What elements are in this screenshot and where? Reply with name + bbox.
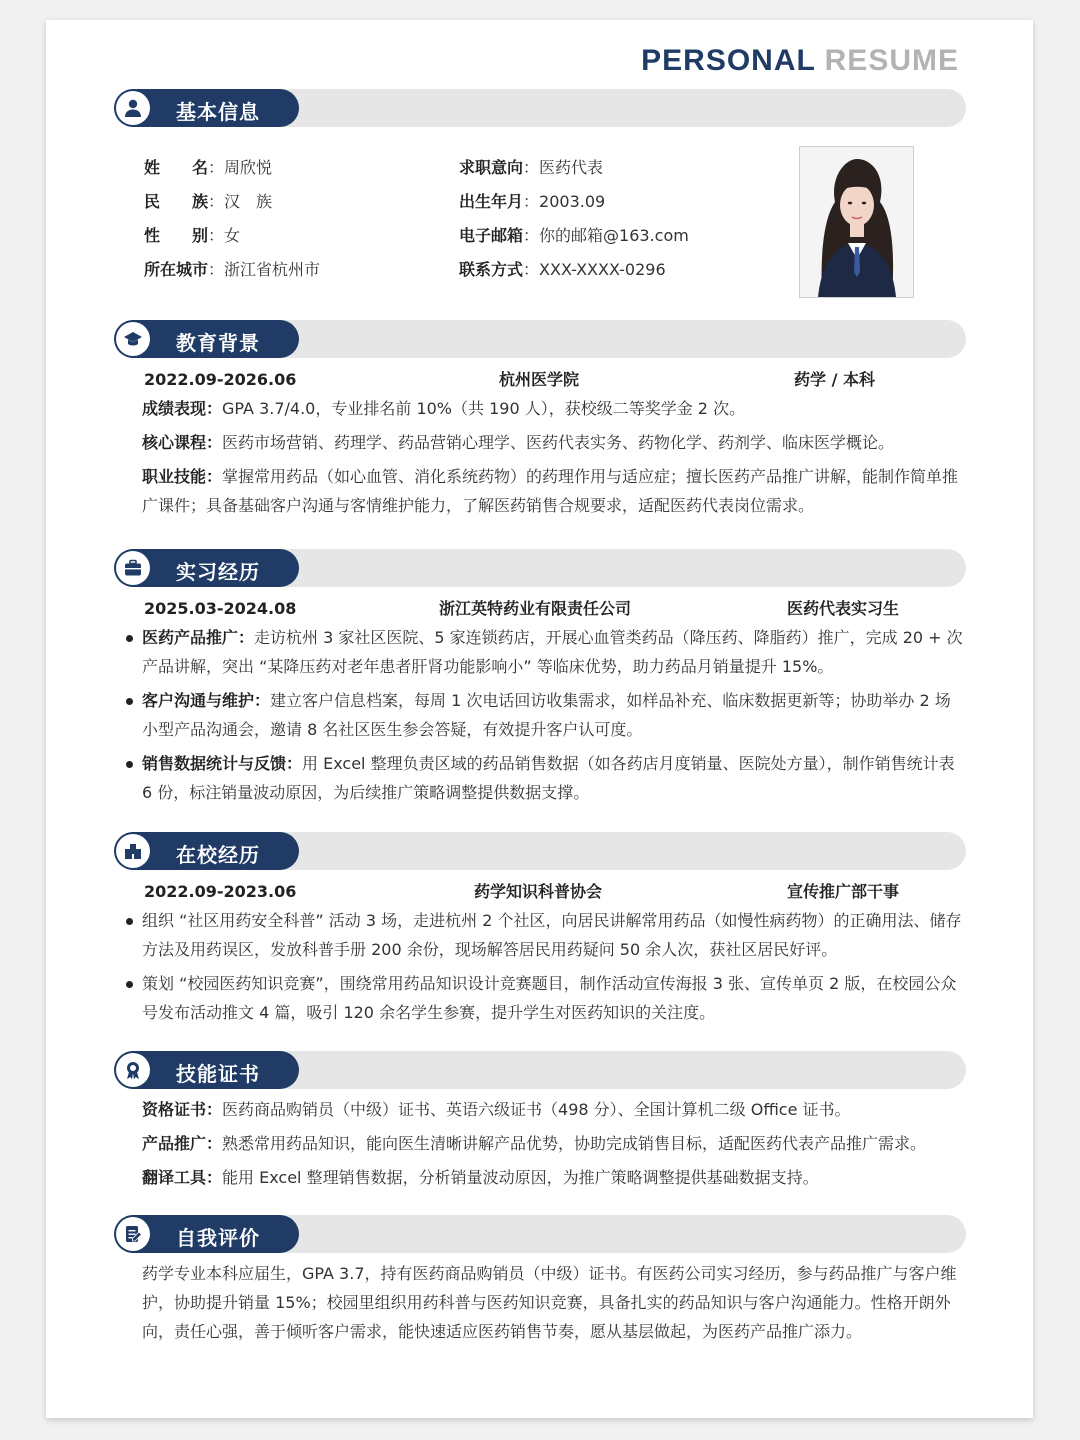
section-title: 在校经历 — [176, 843, 260, 867]
list-item: 医药产品推广：走访杭州 3 家社区医院、5 家连锁药店，开展心血管类药品（降压药、降脂药）推广，完成 20 + 次产品讲解，突出 “某降压药对老年患者肝肾功能影响小” 等临床优势，助力药品月销量提升 15%。 — [94, 623, 966, 681]
skills-section — [114, 1051, 966, 1192]
info-name: 姓 名：周欣悦 — [144, 158, 273, 177]
section-header — [114, 320, 966, 358]
info-job: 求职意向：医药代表 — [459, 158, 604, 177]
internship-header-row: 2025.03-2024.08 浙江英特药业有限责任公司 医药代表实习生 — [144, 599, 900, 618]
list-item: 策划 “校园医药知识竞赛”，围绕常用药品知识设计竞赛题目，制作活动宣传海报 3 张、宣传单页 2 版，在校园公众号发布活动推文 4 篇，吸引 120 余名学生参赛，提升学生对医药知识的关注度。 — [94, 969, 966, 1027]
campus-header-row: 2022.09-2023.06 药学知识科普协会 宣传推广部干事 — [144, 882, 900, 901]
graduation-cap-icon — [116, 322, 150, 356]
edit-document-icon — [116, 1217, 150, 1251]
info-phone: 联系方式：XXX-XXXX-0296 — [459, 260, 666, 279]
section-header — [114, 832, 966, 870]
basic-info-section — [114, 89, 966, 127]
info-city: 所在城市：浙江省杭州市 — [144, 260, 321, 279]
education-item: 职业技能：掌握常用药品（如心血管、消化系统药物）的药理作用与适应症；擅长医药产品推广讲解，能制作简单推广课件；具备基础客户沟通与客情维护能力，了解医药销售合规要求，适配医药代表岗位需求。 — [142, 467, 959, 515]
info-birth: 出生年月：2003.09 — [459, 192, 606, 211]
info-gender: 性 别：女 — [144, 226, 241, 245]
skills-item: 翻译工具：能用 Excel 整理销售数据，分析销量波动原因，为推广策略调整提供基础数据支持。 — [142, 1168, 819, 1187]
avatar — [799, 146, 914, 298]
section-title: 技能证书 — [176, 1062, 260, 1086]
info-ethnic: 民 族：汉 族 — [144, 192, 273, 211]
info-email: 电子邮箱：你的邮箱@163.com — [459, 226, 689, 245]
skills-item: 产品推广：熟悉常用药品知识，能向医生清晰讲解产品优势，协助完成销售目标，适配医药代表产品推广需求。 — [142, 1134, 927, 1153]
user-icon — [116, 91, 150, 125]
briefcase-icon — [116, 551, 150, 585]
section-header — [114, 1051, 966, 1089]
list-item: 客户沟通与维护：建立客户信息档案，每周 1 次电话回访收集需求，如样品补充、临床数据更新等；协助举办 2 场小型产品沟通会，邀请 8 名社区医生参会答疑，有效提升客户认可度。 — [94, 686, 966, 744]
internship-section — [114, 549, 966, 807]
section-title: 基本信息 — [176, 100, 260, 124]
brand-title: PERSONAL RESUME — [641, 44, 959, 77]
resume-page — [46, 20, 1033, 1418]
section-title: 自我评价 — [176, 1226, 260, 1250]
building-icon — [116, 834, 150, 868]
section-title: 实习经历 — [176, 560, 260, 584]
education-item: 成绩表现：GPA 3.7/4.0，专业排名前 10%（共 190 人），获校级二等奖学金 2 次。 — [142, 399, 746, 418]
self-evaluation-section — [114, 1215, 966, 1346]
list-item: 组织 “社区用药安全科普” 活动 3 场，走进杭州 2 个社区，向居民讲解常用药品（如慢性病药物）的正确用法、储存方法及用药误区，发放科普手册 200 余份，现场解答居民用药疑问 50 余人次，获社区居民好评。 — [94, 906, 966, 964]
list-item: 销售数据统计与反馈：用 Excel 整理负责区域的药品销售数据（如各药店月度销量、医院处方量），制作销售统计表 6 份，标注销量波动原因，为后续推广策略调整提供数据支撑。 — [94, 749, 966, 807]
education-section — [114, 320, 966, 520]
education-header-row: 2022.09-2026.06 杭州医学院 药学 / 本科 — [144, 370, 875, 389]
award-icon — [116, 1053, 150, 1087]
section-header — [114, 549, 966, 587]
section-header — [114, 1215, 966, 1253]
skills-item: 资格证书：医药商品购销员（中级）证书、英语六级证书（498 分）、全国计算机二级 Office 证书。 — [142, 1100, 851, 1119]
campus-section — [114, 832, 966, 1027]
self-evaluation-text: 药学专业本科应届生，GPA 3.7，持有医药商品购销员（中级）证书。有医药公司实习经历，参与药品推广与客户维护，协助提升销量 15%；校园里组织用药科普与医药知识竞赛，具备扎实的药品知识与客户沟通能力。性格开朗外向，责任心强，善于倾听客户需求，能快速适应医药销售节奏，愿从基层做起，为医药产品推广添力。 — [142, 1264, 957, 1341]
section-title: 教育背景 — [176, 331, 260, 355]
section-header — [114, 89, 966, 127]
education-item: 核心课程：医药市场营销、药理学、药品营销心理学、医药代表实务、药物化学、药剂学、临床医学概论。 — [142, 433, 895, 452]
